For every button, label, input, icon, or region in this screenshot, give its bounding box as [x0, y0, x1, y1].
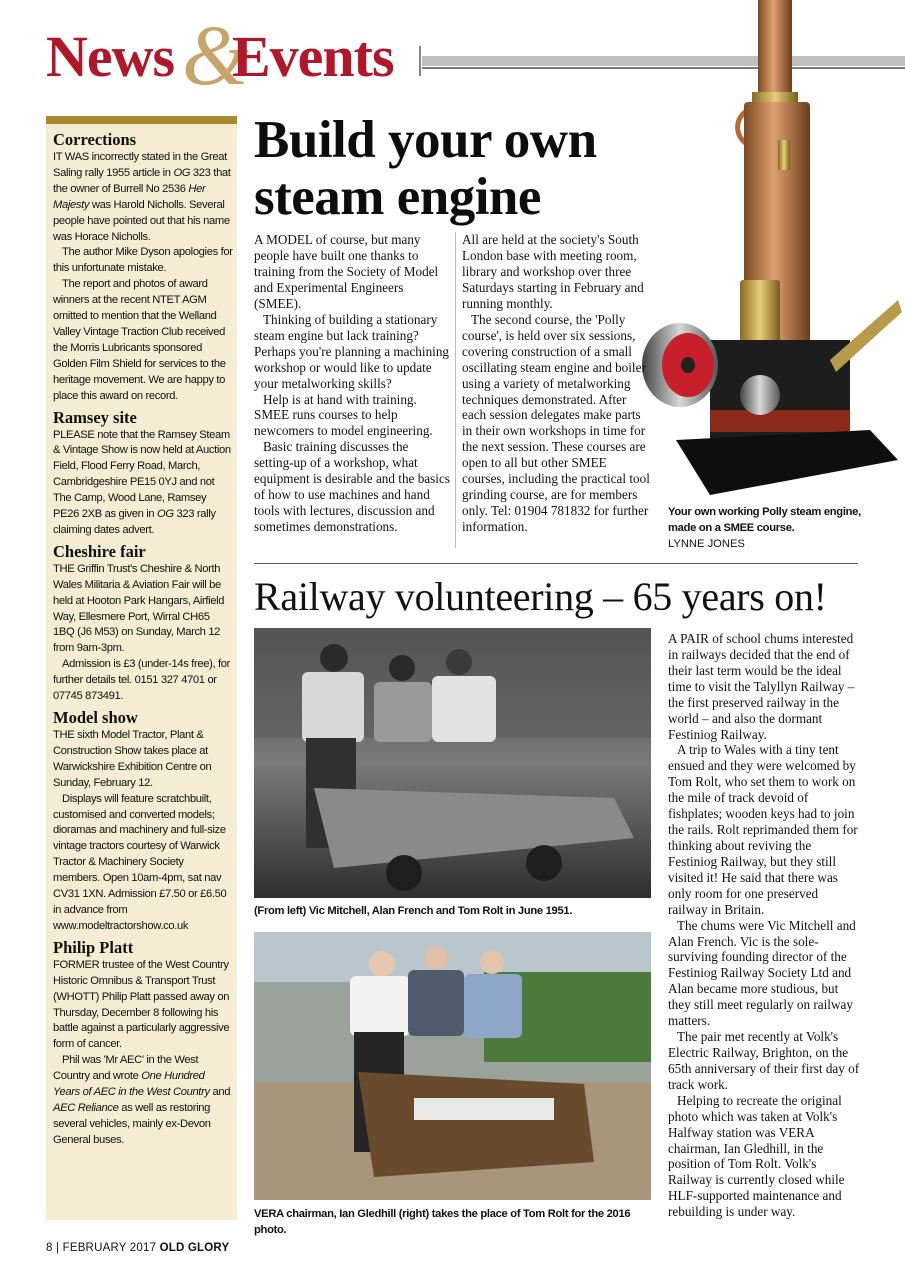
italic-og: OG [173, 166, 191, 179]
figure-head [424, 946, 448, 970]
figure-shirt [464, 974, 522, 1038]
figure-head [369, 951, 395, 977]
text-run: and [209, 1086, 231, 1099]
figure-shirt [350, 976, 410, 1036]
railway-headline: Railway volunteering – 65 years on! [254, 574, 827, 619]
italic-engine-name: Her Majesty [53, 182, 206, 211]
wooden-wagon [358, 1072, 594, 1177]
engine-caption [668, 504, 868, 552]
text-run: PLEASE note that the Ramsey Steam & Vintage Show is now held at Auction Field, Flood Ferry Road, March, Cambridgeshire PE15 0YJ and not The Camp, Wood Lane, Ramsey PE26 2XB as given in [53, 428, 231, 521]
cheshire-heading: Cheshire fair [53, 541, 146, 561]
engine-caption-text: Your own working Polly steam engine, made on a SMEE course. [668, 506, 861, 534]
photo-2-caption: VERA chairman, Ian Gledhill (right) takes the place of Tom Rolt for the 2016 photo. [254, 1208, 631, 1236]
model-para-2: Displays will feature scratchbuilt, customised and converted models; dioramas and machinery and full-size vintage tractors courtesy of Warwick Tractor & Machinery Society members. Open 10am-4pm, sat nav CV31 1XN. Admission £7.50 or £6.50 in advance from www.modeltractorshow.co.uk [53, 792, 227, 932]
corrections-para-2: The author Mike Dyson apologies for this unfortunate mistake. [53, 246, 233, 275]
figure-jumper [408, 970, 464, 1036]
masthead-ampersand: & [182, 7, 249, 103]
column-divider [455, 232, 456, 548]
firebox-glow [710, 410, 850, 432]
photo-credit: LYNNE JONES [668, 538, 745, 550]
figure-shirt [432, 676, 496, 742]
figure-head [446, 649, 472, 675]
boiler-chimney [758, 0, 792, 95]
railway-column [668, 631, 860, 1220]
page-number: 8 [46, 1242, 53, 1254]
corrections-body [53, 150, 233, 405]
chimney-ring [752, 92, 798, 102]
italic-og: OG [156, 508, 174, 521]
wooden-plinth [676, 430, 898, 495]
text-run: 323 rally claiming dates advert. [53, 508, 216, 536]
figure-head [480, 950, 504, 974]
section-divider [254, 563, 858, 564]
text-run: was Harold Nicholls. Several people have pointed out that his name was Horace Nicholls. [53, 198, 230, 243]
footer-separator: | [52, 1242, 63, 1254]
text-run: as well as restoring several vehicles, mainly ex-Devon General buses. [53, 1101, 211, 1146]
news-sidebar [46, 116, 237, 1220]
masthead-news: News [46, 24, 175, 89]
photo-1-caption: (From left) Vic Mitchell, Alan French and Tom Rolt in June 1951. [254, 905, 573, 917]
ramsey-body [53, 428, 233, 539]
magazine-name: OLD GLORY [159, 1242, 230, 1254]
steam-engine-photo [640, 0, 905, 500]
figure-head [320, 644, 348, 672]
text-run: IT WAS incorrectly stated in the Great Saling rally 1955 article in [53, 151, 227, 179]
masthead-events: Events [232, 24, 394, 89]
text-run: Phil was 'Mr AEC' in the West Country and wrote [53, 1054, 199, 1083]
trolley-wheel [526, 845, 562, 881]
railway-para-4: The pair met recently at Volk's Electric Railway, Brighton, on the 65th anniversary of their first day of track work. [668, 1029, 860, 1092]
italic-book-title: One Hundred Years of AEC in the West Country [53, 1070, 210, 1099]
trolley-wheel [386, 855, 422, 891]
issue-date: FEBRUARY 2017 [62, 1242, 157, 1254]
steam-para-4: Basic training discusses the setting-up of a workshop, what equipment is desirable and the basics of how to use machines and hand tools with lectures, discussion and sometimes demonstrations. [254, 439, 450, 535]
corrections-para-3: The report and photos of award winners at the recent NTET AGM omitted to mention that the Welland Valley Vintage Traction Club received the Morris Lubricants sponsored Golden Film Shield for services to the heritage movement. We are happy to place this award on record. [53, 278, 226, 402]
model-para-1: THE sixth Model Tractor, Plant & Construction Show takes place at Warwickshire Exhibition Centre on Sunday, February 12. [53, 729, 212, 789]
masthead-divider [419, 46, 421, 76]
regulator-lever [830, 300, 902, 372]
railway-para-3: The chums were Vic Mitchell and Alan French. Vic is the sole-surviving founding director of the Festiniog Railway Society Ltd and Alan became more studious, but they still meet regularly on railway matters. [668, 917, 856, 1029]
corrections-heading: Corrections [53, 130, 137, 149]
steam-headline-line-1: Build your own [254, 111, 597, 169]
italic-book-title: AEC Reliance [53, 1101, 119, 1114]
figure-head [389, 655, 415, 681]
photo-1951-track-work [254, 628, 651, 898]
platt-para-2 [53, 1053, 233, 1148]
steam-para-3: Help is at hand with training. SMEE runs courses to help newcomers to model engineering. [254, 391, 433, 439]
steam-column-1 [254, 232, 450, 535]
platt-heading: Philip Platt [53, 937, 134, 957]
platt-body [53, 958, 233, 1149]
boiler-fitting [778, 140, 790, 170]
wagon-load [414, 1098, 554, 1120]
figure-jumper [374, 682, 432, 742]
platt-para-1: FORMER trustee of the West Country Historic Omnibus & Transport Trust (WHOTT) Philip Platt passed away on Thursday, December 8 following his battle against a particularly aggressive form of cancer. [53, 958, 230, 1051]
steam-column-2 [462, 232, 652, 535]
sidebar-top-bar [46, 116, 237, 124]
cheshire-para-2: Admission is £3 (under-14s free), for further details tel. 0151 327 4701 or 07745 873491. [53, 658, 230, 703]
railway-para-5: Helping to recreate the original photo which was taken at Volk's Halfway station was VERA chairman, Ian Gledhill, in the position of Tom Rolt. Volk's Railway is currently closed while HLF-supported maintenance and rebuilding is under way. [668, 1092, 845, 1220]
cheshire-para-1: THE Griffin Trust's Cheshire & North Wales Militaria & Aviation Fair will be held at Hooton Park Hangars, Airfield Way, Ellesmere Port, Wirral CH65 1BQ (J6 M53) on Sunday, March 12 from 9am-3pm. [53, 562, 225, 655]
corrections-para-1 [53, 150, 233, 245]
page-footer [46, 1242, 229, 1254]
photo-2016-recreation [254, 932, 651, 1200]
model-body [53, 728, 233, 935]
steam-para-6: The second course, the 'Polly course', is held over six sessions, covering construction of a small oscillating steam engine and boiler using a variety of metalworking techniques demonstrated. After each session delegates make parts in their own workshops in time for the next session. These courses are open to all but other SMEE courses, including the practical tool grinding course, are for members only. Tel: 01904 781832 for further information. [462, 311, 650, 535]
steam-headline [254, 112, 674, 226]
ramsey-heading: Ramsey site [53, 407, 137, 427]
flywheel-hub [681, 357, 695, 373]
model-heading: Model show [53, 708, 138, 727]
masthead [46, 7, 446, 103]
oscillating-cylinder [740, 280, 780, 342]
crank-disc [740, 375, 780, 415]
steam-para-1: A MODEL of course, but many people have built one thanks to training from the Society of Model and Experimental Engineers (SMEE). [254, 232, 439, 311]
text-run: 323 that the owner of Burrell No 2536 [53, 166, 231, 195]
steam-headline-line-2: steam engine [254, 168, 541, 226]
railway-para-2: A trip to Wales with a tiny tent ensued and they were welcomed by Tom Rolt, who set them to work on the mile of track devoid of fishplates; wooden keys had to join the rails. Rolt reprimanded them for thinking about reviving the Festiniog Railway, but they still visited it! He said that there was only room for one preserved railway in Britain. [668, 742, 858, 917]
cheshire-body [53, 562, 233, 705]
steam-para-5: All are held at the society's South London base with meeting room, library and workshop over three Saturdays starting in February and running monthly. [462, 232, 644, 311]
ramsey-para-1 [53, 428, 233, 539]
figure-shirt [302, 672, 364, 742]
steam-para-2: Thinking of building a stationary steam engine but lack training? Perhaps you're planning a machining workshop or would like to update your metalworking skills? [254, 311, 450, 391]
railway-para-1: A PAIR of school chums interested in railways decided that the end of their last term would be the ideal time to visit the Talyllyn Railway – the first preserved railway in the world – and also the dormant Festiniog Railway. [668, 631, 855, 742]
